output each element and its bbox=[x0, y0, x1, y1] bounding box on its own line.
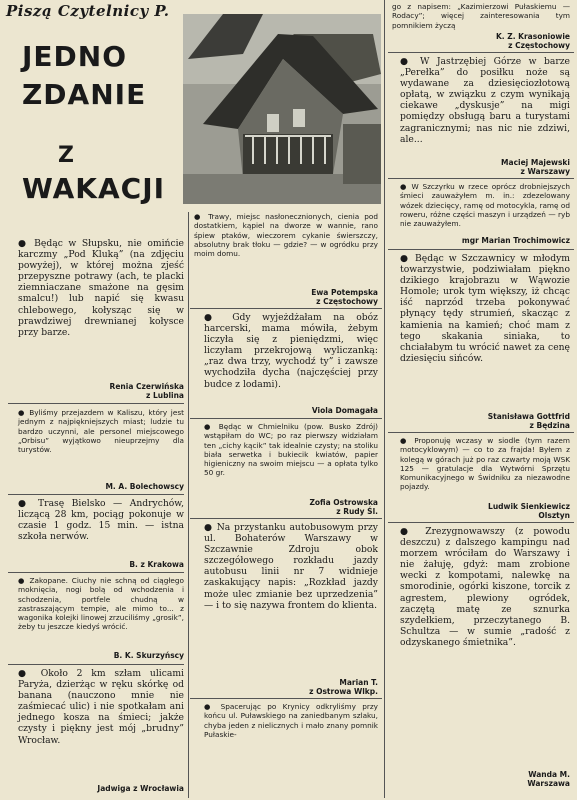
letter-kluka bbox=[18, 238, 184, 338]
author-place: z Warszawy bbox=[520, 167, 570, 176]
separator bbox=[190, 418, 382, 419]
signature bbox=[8, 560, 184, 569]
section-title: Piszą Czytelnicy P. bbox=[6, 2, 170, 20]
author-place: Olsztyn bbox=[538, 511, 570, 520]
letter-paris bbox=[18, 668, 184, 746]
signature bbox=[390, 412, 570, 430]
letter-text: ● W Szczyrku w rzece oprócz drobniejszych śmieci zauważyłem m. in.: zdezelowany wózek dziecięcy, ramę od motocykla, ramę od roweru, różne części maszyn i urządzeń — ryb nie zauważyłem. bbox=[400, 182, 570, 229]
letter-pulaski-cont bbox=[392, 2, 570, 30]
signature bbox=[390, 158, 570, 176]
signature bbox=[8, 651, 184, 660]
author-name: B. z Krakowa bbox=[129, 560, 184, 569]
separator bbox=[388, 52, 574, 53]
author-name: Zofia Ostrowska bbox=[309, 498, 378, 507]
signature bbox=[8, 482, 184, 491]
letter-text: ● Proponuję wczasy w siodle (tym razem motocyklowym) — co to za frajda! Byłem z kolegą w górach już po raz czwarty moją WSK 125 — gratulacje dla Wytwórni Sprzętu Komunikacyjnego w Świdniku za niezawodne pojazdy. bbox=[400, 436, 570, 492]
letter-motorcycle bbox=[400, 436, 570, 492]
letter-kalisz bbox=[18, 408, 184, 454]
headline-line-1: JEDNO bbox=[22, 40, 128, 73]
inn-illustration-icon bbox=[183, 14, 381, 204]
letter-text: ● Byliśmy przejazdem w Kaliszu, który jest jednym z najpiękniejszych miast; ludzie tu bardzo uczynni, ale personel miejscowego „Orbisu” wyjątkowo nieuprzejmy dla turystów. bbox=[18, 408, 184, 455]
author-place: z Częstochowy bbox=[316, 297, 378, 306]
signature bbox=[194, 498, 378, 516]
separator bbox=[8, 664, 184, 665]
separator bbox=[190, 698, 382, 699]
author-name: K. Z. Krasoniowie bbox=[495, 32, 570, 41]
separator bbox=[8, 403, 184, 404]
letter-jastrzebia bbox=[400, 56, 570, 145]
separator bbox=[388, 432, 574, 433]
author-place: z Będzina bbox=[529, 421, 570, 430]
author-name: Ludwik Sienkiewicz bbox=[488, 502, 570, 511]
separator bbox=[8, 572, 184, 573]
signature bbox=[194, 288, 378, 306]
headline-line-4: WAKACJI bbox=[22, 172, 166, 205]
letter-camp bbox=[204, 312, 378, 390]
letter-text: ● Gdy wyjeżdżałam na obóz harcerski, mama mówiła, żebym liczyła się z pieniędzmi, więc liczyłam przekrojową wyliczanką: „raz dwa trzy, wychodź ty” i zawsze wychodziła dycha (najczęściej przy budce z lodami). bbox=[204, 312, 378, 390]
letter-garden bbox=[194, 212, 378, 258]
signature bbox=[194, 678, 378, 696]
author-place: z Lublina bbox=[145, 391, 184, 400]
letter-bielsko bbox=[18, 498, 184, 542]
author-name: M. A. Bolechowscy bbox=[105, 482, 184, 491]
letter-text: ● Około 2 km szłam ulicami Paryża, dzierżąc w ręku skórkę od banana (nauczono mnie nie zaśmiecać ulic) i nie spotkałam ani jednego kosza na śmieci; jakże czysty i piękny jest mój „brudny” Wrocław. bbox=[18, 668, 184, 746]
letter-szczyrk bbox=[400, 182, 570, 228]
separator bbox=[388, 249, 574, 250]
letter-text: ● Zrezygnowawszy (z powodu deszczu) z dalszego kampingu nad morzem wróciłam do Warszawy i nie żałuję, gdyż: mam zrobione wecki z kompotami, nalewkę na smorodinie, ogórki kiszone, torcik z agrestem, plewiony ogródek, zaczętą matę ze sznurka szydełkiem, przeczytanego B. Schultza — w sumie „radość z odzyskanego śmietnika”. bbox=[400, 526, 570, 648]
letter-chmielnik bbox=[204, 422, 378, 478]
author-name: Wanda M. bbox=[528, 770, 570, 779]
author-place: z Rudy Śl. bbox=[336, 507, 378, 516]
letter-text: ● Zakopane. Ciuchy nie schną od ciągłego moknięcia, nogi bolą od wchodzenia i schodzenia, portfele chudną w zastraszającym tempie, ale mimo to... z wagonika kolejki linowej zrzuciliśmy „grosik”, żeby tu jeszcze kiedyś wrócić. bbox=[18, 576, 184, 632]
author-name: Stanisława Gottfrid bbox=[487, 412, 570, 421]
author-place: z Częstochowy bbox=[508, 41, 570, 50]
separator bbox=[388, 522, 574, 523]
author-name: mgr Marian Trochimowicz bbox=[461, 236, 570, 245]
author-name: Marian T. bbox=[339, 678, 378, 687]
author-place: z Ostrowa Wlkp. bbox=[309, 687, 378, 696]
headline-line-2: ZDANIE bbox=[22, 78, 147, 111]
separator bbox=[190, 518, 382, 519]
signature bbox=[194, 406, 378, 415]
signature bbox=[8, 382, 184, 400]
column-divider-1 bbox=[188, 212, 189, 798]
author-name: Ewa Potempska bbox=[311, 288, 378, 297]
author-place: Warszawa bbox=[527, 779, 570, 788]
letter-bus-stop bbox=[204, 522, 378, 611]
author-name: Maciej Majewski bbox=[501, 158, 570, 167]
signature bbox=[390, 770, 570, 788]
author-name: Jadwiga z Wrocławia bbox=[97, 784, 184, 793]
author-name: Renia Czerwińska bbox=[109, 382, 184, 391]
signature bbox=[390, 236, 570, 245]
signature bbox=[390, 32, 570, 50]
letter-text: ● Będąc w Szczawnicy w młodym towarzystwie, podziwiałam piękno dzikiego krajobrazu w Wąwozie Homole; urok tym większy, iż chcąc iść naprzód trzeba pokonywać płynący tędy strumień, skacząc z kamienia na kamień; choć mam z tego skakania siniaka, to chciałabym tu wrócić nawet za cenę dziesięciu sińców. bbox=[400, 253, 570, 364]
letter-zakopane bbox=[18, 576, 184, 632]
separator bbox=[388, 178, 574, 179]
letter-text: ● Będąc w Chmielniku (pow. Busko Zdrój) wstąpiłam do WC; po raz pierwszy widziałam ten „cichy kącik” tak idealnie czysty; na stoliku biała serwetka i bukiecik kwiatów, papier higieniczny na swoim miejscu — a opłata tylko 50 gr. bbox=[204, 422, 378, 478]
letter-text: ● Będąc w Słupsku, nie omińcie karczmy „Pod Kluką” (na zdjęciu powyżej), w której można zjeść przepyszne potrawy (ach, te placki ziemniaczane smażone na gęsim smalcu!) lub napić się kwasu chlebowego, kołysząc się w prawdziwej drewnianej kołysce przy barze. bbox=[18, 238, 184, 338]
letter-krynica bbox=[204, 702, 378, 739]
separator bbox=[190, 308, 382, 309]
signature bbox=[390, 502, 570, 520]
headline-z: Z bbox=[58, 143, 74, 168]
author-name: Viola Domagała bbox=[311, 406, 378, 415]
letter-text: ● W Jastrzębiej Górze w barze „Perełka” do posiłku noże są wydawane za dziesięciozłotową opłatą, w związku z czym wynikają ciekawe „dyskusje” na migi pomiędzy obsługą baru a turystami zagranicznymi; nas nic nie zdziwi, ale... bbox=[400, 56, 570, 145]
letter-warsaw bbox=[400, 526, 570, 648]
letter-text: ● Trawy, miejsc nasłonecznionych, cienia pod dostatkiem, kąpiel na dworze w wannie, rano śpiew ptaków, wieczorem cykanie świerszczy, absolutny brak tłoku — gdzie? — w ogródku przy moim domu. bbox=[194, 212, 378, 259]
signature bbox=[8, 784, 184, 793]
author-name: B. K. Skurzyńscy bbox=[113, 651, 184, 660]
letter-text: ● Trasę Bielsko — Andrychów, liczącą 28 km, pociąg pokonuje w czasie 1 godz. 15 min. — istna szkoła nerwów. bbox=[18, 498, 184, 543]
column-divider-2 bbox=[384, 0, 385, 798]
letter-text: ● Spacerując po Krynicy odkryliśmy przy końcu ul. Puławskiego na zaniedbanym szlaku, chyba jeden z nielicznych i mało znany pomnik Pułaskie- bbox=[204, 702, 378, 739]
wooden-inn-photo bbox=[183, 14, 381, 204]
letter-text: ● Na przystanku autobusowym przy ul. Bohaterów Warszawy w Szczawnie Zdroju obok szczegółowego rozkładu jazdy autobusu linii nr 7 widnieje zaskakujący napis: „Rozkład jazdy może ulec zmianie bez uprzedzenia” — i to się nazywa frontem do klienta. bbox=[204, 522, 378, 611]
separator bbox=[8, 494, 184, 495]
letter-szczawnica bbox=[400, 253, 570, 364]
letter-text: go z napisem: „Kazimierzowi Pułaskiemu — Rodacy”; więcej zainteresowania tym pomnikiem życzą bbox=[392, 2, 570, 30]
